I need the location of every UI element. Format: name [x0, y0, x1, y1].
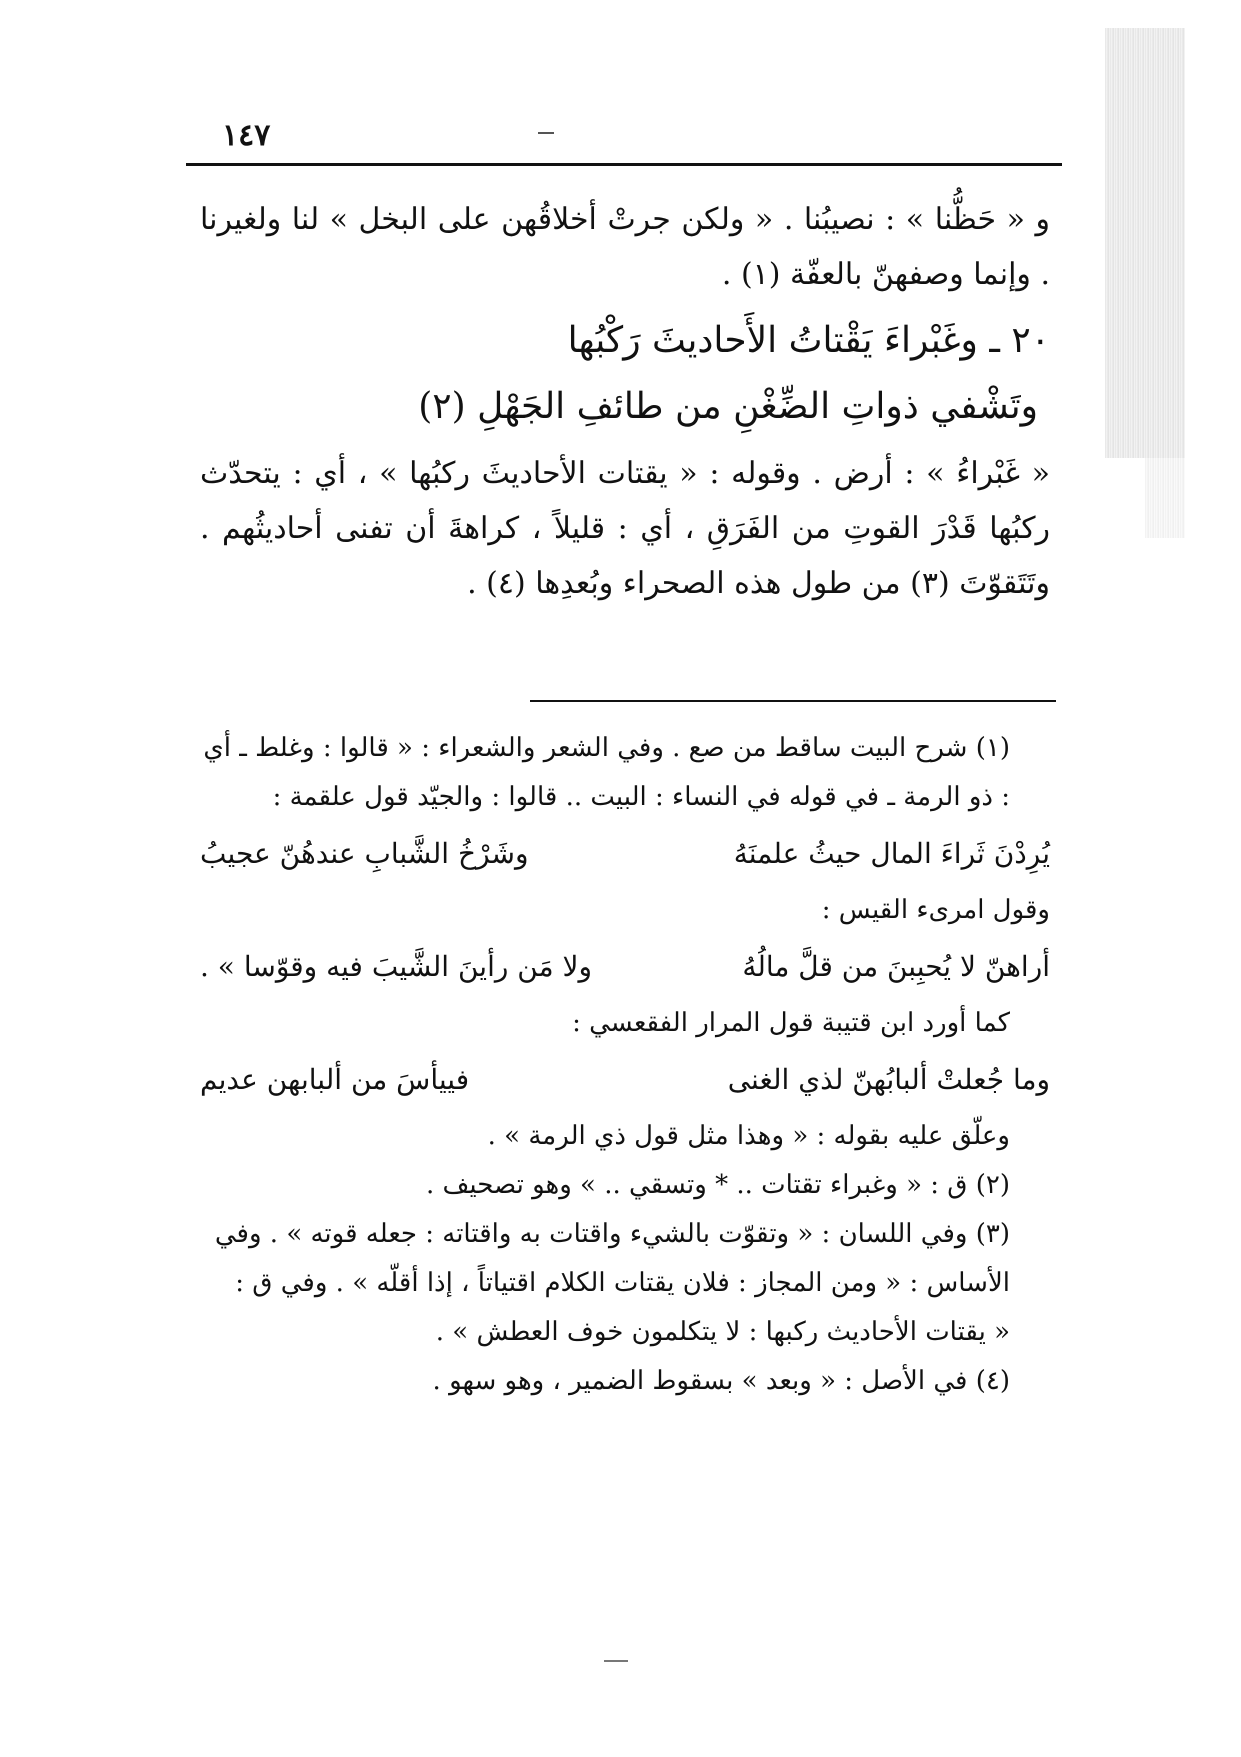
footnote-1-couplet-2 — [200, 939, 1050, 995]
scan-mark-bottom — [604, 1660, 628, 1662]
footnote-2: (٢) ق : « وغبراء تقتات .. * وتسقي .. » وهو تصحيف . — [425, 1170, 1010, 1200]
footnote-1-text: (١) شرح البيت ساقط من صع . وفي الشعر والشعراء : « قالوا : وغلط ـ أي : ذو الرمة ـ في قوله في النساء : البيت .. قالوا : والجيّد قول علقمة : — [203, 733, 1010, 812]
couplet-3-hemistich-1: وما جُعلتْ ألبابُهنّ لذي الغنى — [727, 1063, 1050, 1096]
footnote-1-couplet-3 — [200, 1052, 1050, 1108]
couplet-1-hemistich-1: يُرِدْنَ ثَراءَ المال حيثُ علمنَهُ — [733, 837, 1050, 870]
couplet-2-hemistich-1: أراهنّ لا يُحبِبنَ من قلَّ مالُهُ — [742, 950, 1050, 983]
header-rule — [186, 163, 1062, 166]
footnote-rule — [530, 700, 1056, 702]
scan-edge-shadow-lower — [1145, 458, 1185, 538]
main-text — [200, 192, 1050, 611]
footnote-4: (٤) في الأصل : « وبعد » بسقوط الضمير ، وهو سهو . — [432, 1366, 1010, 1396]
footnotes — [200, 724, 1050, 1406]
footnote-3: (٣) وفي اللسان : « وتقوّت بالشيء واقتات به واقتاته : جعله قوته » . وفي الأساس : « ومن المجاز : فلان يقتات الكلام اقتياتاً ، إذا أقلّه » . وفي ق : — [214, 1219, 1010, 1298]
scan-edge-shadow — [1105, 28, 1185, 458]
couplet-2-hemistich-2: ولا مَن رأينَ الشَّيبَ فيه وقوّسا » . — [200, 950, 592, 983]
couplet-3-hemistich-2: فييأسَ من ألبابهن عديم — [200, 1063, 470, 1096]
couplet-1-hemistich-2: وشَرْخُ الشَّبابِ عندهُنّ عجيبُ — [200, 837, 529, 870]
footnote-3-continued: « يقتات الأحاديث ركبها : لا يتكلمون خوف العطش » . — [435, 1317, 1010, 1347]
paragraph-commentary: « غَبْراءُ » : أرض . وقوله : « يقتات الأحاديثَ ركبُها » ، أي : يتحدّث ركبُها قَدْرَ القوتِ من الفَرَقِ ، أي : قليلاً ، كراهةَ أن تفنى أحاديثُهم . وتَتَقوّتَ (٣) من طول هذه الصحراء وبُعدِها (٤) . — [200, 456, 1050, 601]
paragraph-gloss: و « حَظُّنا » : نصيبُنا . « ولكن جرتْ أخلاقُهن على البخل » لنا ولغيرنا . وإنما وصفهنّ بالعفّة (١) . — [200, 202, 1050, 292]
verse-line-1: ٢٠ ـ وغَبْراءَ يَقْتاتُ الأَحاديثَ رَكْبُها — [567, 320, 1050, 361]
verse-line-2: وتَشْفي ذواتِ الضِّغْنِ من طائفِ الجَهْلِ (٢) — [418, 386, 1038, 427]
footnote-1-couplet-1 — [200, 826, 1050, 882]
footnote-1-comment: وعلّق عليه بقوله : « وهذا مثل قول ذي الرمة » . — [487, 1121, 1010, 1151]
footnote-1-intro-2: وقول امرىء القيس : — [821, 895, 1050, 925]
footnote-1-intro-3: كما أورد ابن قتيبة قول المرار الفقعسي : — [572, 1008, 1010, 1038]
scan-mark — [538, 132, 554, 134]
page-number: ١٤٧ — [222, 118, 271, 153]
